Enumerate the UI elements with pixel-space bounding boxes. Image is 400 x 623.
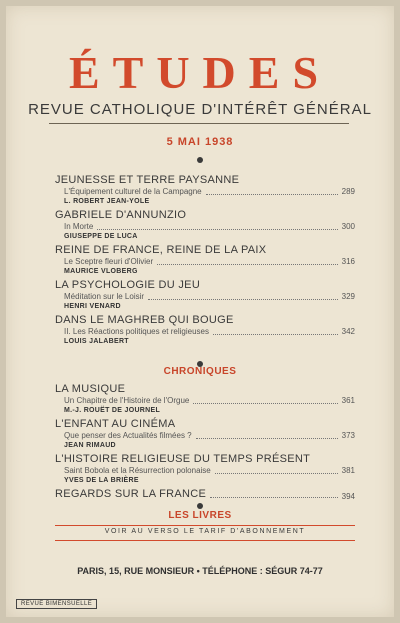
article-page: 300 <box>341 222 355 231</box>
chronique-title: L'ENFANT AU CINÉMA <box>55 418 176 430</box>
article-author: MAURICE VLOBERG <box>64 268 138 275</box>
article-subtitle: Le Sceptre fleuri d'Olivier <box>64 257 154 266</box>
chronique-page: 373 <box>341 431 355 440</box>
article-title: REINE DE FRANCE, REINE DE LA PAIX <box>55 244 267 256</box>
masthead-title: ÉTUDES <box>68 47 332 98</box>
chronique-entry[interactable] <box>55 418 355 450</box>
chronique-subtitle: Saint Bobola et la Résurrection polonaise <box>64 466 211 475</box>
article-entry[interactable] <box>55 244 355 276</box>
periodicity-badge: REVUE BIMENSUELLE <box>16 599 97 609</box>
chronique-entry[interactable] <box>55 488 355 501</box>
article-author: HENRI VENARD <box>64 303 121 310</box>
chronique-page: 394 <box>341 492 355 501</box>
chroniques-list <box>55 383 355 504</box>
leader-dots <box>193 403 337 404</box>
livres-heading: LES LIVRES <box>168 510 232 521</box>
chronique-author: JEAN RIMAUD <box>64 442 116 449</box>
chronique-entry[interactable] <box>55 383 355 415</box>
article-entry[interactable] <box>55 314 355 346</box>
subscription-notice: VOIR AU VERSO LE TARIF D'ABONNEMENT <box>104 528 306 535</box>
leader-dots <box>213 334 338 335</box>
chronique-author: M.-J. ROUËT DE JOURNEL <box>64 407 161 414</box>
article-page: 289 <box>341 187 355 196</box>
chronique-page: 381 <box>341 466 355 475</box>
chronique-entry[interactable] <box>55 453 355 485</box>
article-page: 342 <box>341 327 355 336</box>
divider <box>55 525 355 526</box>
chronique-subtitle: Que penser des Actualités filmées ? <box>64 431 192 440</box>
article-title: LA PSYCHOLOGIE DU JEU <box>55 279 201 291</box>
divider <box>49 123 349 124</box>
chronique-title: REGARDS SUR LA FRANCE <box>55 488 207 500</box>
article-subtitle: In Morte <box>64 222 94 231</box>
leader-dots <box>148 299 338 300</box>
publisher-address: PARIS, 15, RUE MONSIEUR • TÉLÉPHONE : SÉGUR 74-77 <box>77 566 323 576</box>
article-author: L. ROBERT JEAN-YOLE <box>64 198 150 205</box>
article-title: DANS LE MAGHREB QUI BOUGE <box>55 314 234 326</box>
article-title: GABRIELE D'ANNUNZIO <box>55 209 187 221</box>
bullet-icon <box>197 157 203 163</box>
leader-dots <box>206 194 338 195</box>
article-entry[interactable] <box>55 279 355 311</box>
article-entry[interactable] <box>55 209 355 241</box>
article-title: JEUNESSE ET TERRE PAYSANNE <box>55 174 240 186</box>
chronique-author: YVES DE LA BRIÈRE <box>64 477 139 484</box>
article-author: LOUIS JALABERT <box>64 338 129 345</box>
article-entry[interactable] <box>55 174 355 206</box>
article-subtitle: L'Équipement culturel de la Campagne <box>64 187 202 196</box>
article-subtitle: Méditation sur le Loisir <box>64 292 145 301</box>
leader-dots <box>215 473 338 474</box>
article-page: 316 <box>341 257 355 266</box>
chroniques-heading: CHRONIQUES <box>163 366 237 377</box>
chronique-subtitle: Un Chapitre de l'Histoire de l'Orgue <box>64 396 190 405</box>
cover-page <box>6 6 394 617</box>
bullet-icon <box>197 503 203 509</box>
leader-dots <box>97 229 337 230</box>
article-page: 329 <box>341 292 355 301</box>
article-author: GIUSEPPE DE LUCA <box>64 233 138 240</box>
leader-dots <box>196 438 338 439</box>
article-subtitle: II. Les Réactions politiques et religieuses <box>64 327 209 336</box>
divider <box>55 540 355 541</box>
chronique-title: LA MUSIQUE <box>55 383 126 395</box>
issue-date: 5 MAI 1938 <box>166 136 234 148</box>
masthead-subtitle: REVUE CATHOLIQUE D'INTÉRÊT GÉNÉRAL <box>28 101 372 118</box>
chronique-title: L'HISTOIRE RELIGIEUSE DU TEMPS PRÉSENT <box>55 453 311 465</box>
chronique-page: 361 <box>341 396 355 405</box>
articles-list <box>55 174 355 349</box>
leader-dots <box>157 264 338 265</box>
leader-dots <box>210 497 337 498</box>
